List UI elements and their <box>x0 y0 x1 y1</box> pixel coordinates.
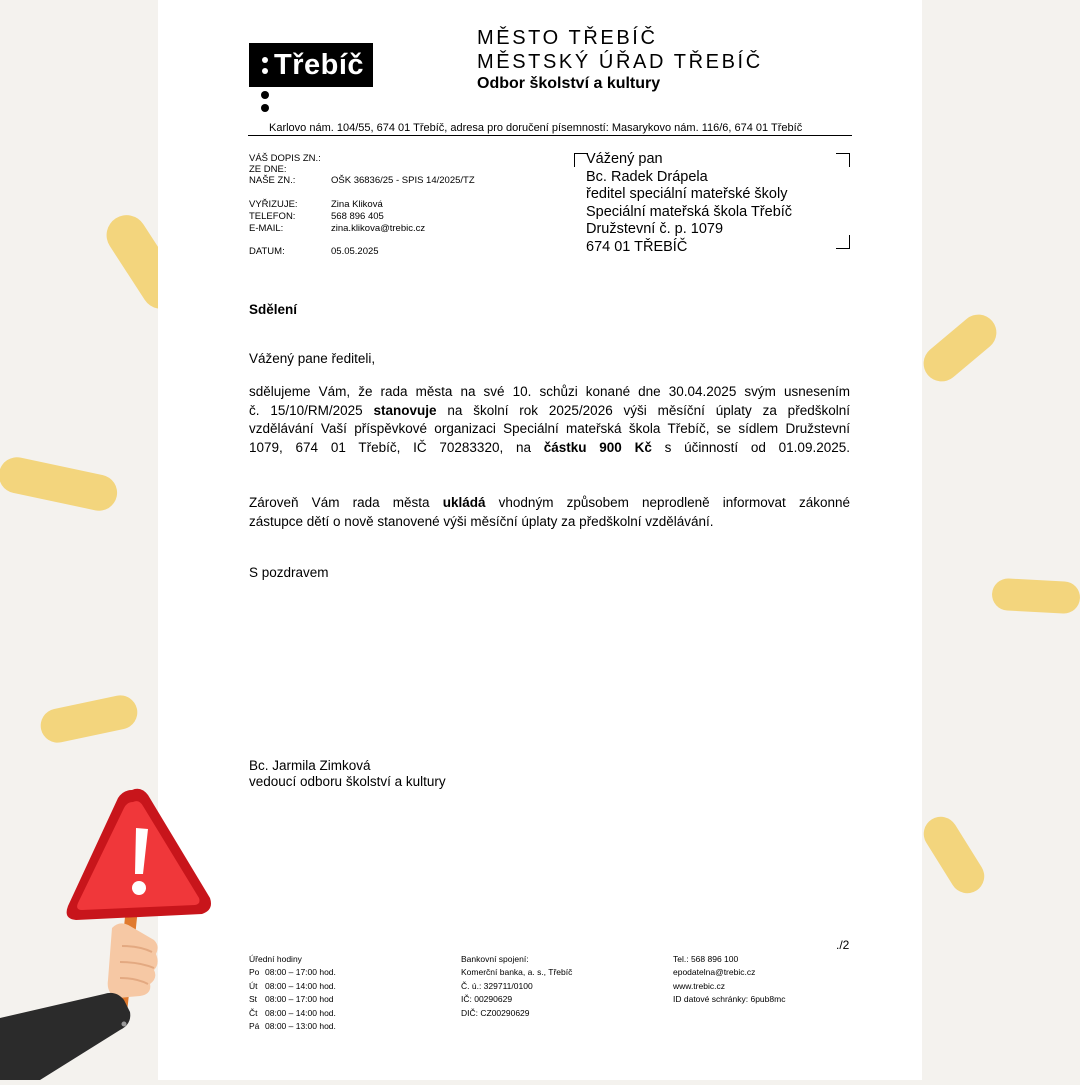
day: Čt <box>249 1007 258 1018</box>
signer-name: Bc. Jarmila Zimková <box>249 758 371 773</box>
bank-title: Bankovní spojení: <box>461 954 529 964</box>
warning-sign-illustration <box>0 780 240 1080</box>
page-marker: ./2 <box>836 938 850 952</box>
header-divider <box>248 135 852 136</box>
contact-line: Tel.: 568 896 100 <box>673 954 739 964</box>
bank-line: Komerční banka, a. s., Třebíč <box>461 967 573 978</box>
bank-details <box>461 953 572 1020</box>
handler-name: Zina Kliková <box>331 199 383 210</box>
hours-row <box>249 1007 336 1020</box>
logo-dot <box>262 57 268 63</box>
meta-label: ZE DNE: <box>249 164 287 175</box>
time: 08:00 – 17:00 hod <box>265 994 334 1005</box>
logo-text: Třebíč <box>274 49 365 81</box>
contact-line: www.trebic.cz <box>673 980 725 991</box>
contact-line: ID datové schránky: 6pub8mc <box>673 994 786 1005</box>
address-corner <box>836 235 850 249</box>
time: 08:00 – 13:00 hod. <box>265 1021 336 1032</box>
office-hours-title: Úřední hodiny <box>249 954 302 964</box>
contact-details <box>673 953 785 1007</box>
bank-line: Č. ú.: 329711/0100 <box>461 980 533 991</box>
text-span: č. 15/10/RM/2025 <box>249 402 374 418</box>
recipient-line: 674 01 TŘEBÍČ <box>586 238 688 255</box>
bank-line: IČ: 00290629 <box>461 994 513 1005</box>
paragraph-line <box>249 494 850 513</box>
handler-email: zina.klikova@trebic.cz <box>331 223 426 234</box>
hours-row <box>249 980 336 993</box>
meta-label: DATUM: <box>249 246 285 257</box>
meta-label: VYŘIZUJE: <box>249 199 298 210</box>
bold-term: částku 900 Kč <box>543 439 652 455</box>
meta-label: TELEFON: <box>249 211 296 222</box>
recipient-line: Bc. Radek Drápela <box>586 168 708 185</box>
recipient-address <box>586 151 792 257</box>
closing: S pozdravem <box>249 565 329 580</box>
decor-stroke <box>916 307 1003 389</box>
day: Út <box>249 980 258 991</box>
text-span: 1079, 674 01 Třebíč, IČ 70283320, na <box>249 439 544 455</box>
text-span: Zároveň Vám rada města <box>249 495 443 510</box>
day: Po <box>249 967 260 978</box>
bold-term: ukládá <box>442 495 486 510</box>
logo-dot <box>262 68 268 74</box>
letter-date: 05.05.2025 <box>331 246 379 257</box>
time: 08:00 – 14:00 hod. <box>265 1007 336 1018</box>
paragraph-line: sdělujeme Vám, že rada města na své 10. schůzi konané dne 30.04.2025 svým usnesením <box>249 384 850 399</box>
department-name: Odbor školství a kultury <box>477 75 661 92</box>
recipient-line: ředitel speciální mateřské školy <box>586 186 788 203</box>
bank-line: DIČ: CZ00290629 <box>461 1007 530 1018</box>
decor-stroke <box>38 692 141 746</box>
paragraph-line: zástupce dětí o nově stanovené výši měsíční úplaty za předškolní vzdělávání. <box>249 513 714 529</box>
recipient-line: Družstevní č. p. 1079 <box>586 221 724 238</box>
bold-term: stanovuje <box>373 402 437 418</box>
paragraph-line: vzdělávání Vaší příspěvkové organizaci Speciální mateřská škola Třebíč, se sídlem Družstevní <box>249 421 850 437</box>
paragraph-2 <box>249 494 850 531</box>
paragraph-line <box>249 402 850 421</box>
handler-phone: 568 896 405 <box>331 211 384 222</box>
warning-sign-icon <box>0 780 240 1080</box>
decor-stroke <box>0 454 120 514</box>
time: 08:00 – 17:00 hod. <box>265 967 336 978</box>
paragraph-line <box>249 439 850 458</box>
letter-page <box>158 0 922 1080</box>
meta-label: NAŠE ZN.: <box>249 175 296 186</box>
hours-row <box>249 993 336 1006</box>
office-name: MĚSTSKÝ ÚŘAD TŘEBÍČ <box>477 51 763 73</box>
meta-label: VÁŠ DOPIS ZN.: <box>249 153 321 164</box>
hours-row <box>249 1020 336 1033</box>
text-span: s účinností od 01.09.2025. <box>651 439 850 455</box>
time: 08:00 – 14:00 hod. <box>265 980 336 991</box>
text-span: na školní rok 2025/2026 výši měsíční úplaty za předškolní <box>436 402 850 418</box>
salutation: Vážený pane řediteli, <box>249 351 376 366</box>
reference-number: OŠK 36836/25 - SPIS 14/2025/TZ <box>331 175 475 186</box>
recipient-line: Vážený pan <box>586 151 663 167</box>
decor-stroke <box>917 810 990 899</box>
decor-stroke <box>991 578 1080 615</box>
office-hours <box>249 953 336 1033</box>
hours-row <box>249 966 336 979</box>
meta-label: E-MAIL: <box>249 223 284 234</box>
letter-subject: Sdělení <box>249 302 298 317</box>
paragraph-1 <box>249 383 850 457</box>
contact-line: epodatelna@trebic.cz <box>673 967 756 978</box>
day: Pá <box>249 1021 260 1032</box>
recipient-line: Speciální mateřská škola Třebíč <box>586 203 793 220</box>
day: St <box>249 994 258 1005</box>
signer-title: vedoucí odboru školství a kultury <box>249 774 446 789</box>
address-corner <box>836 153 850 167</box>
office-address: Karlovo nám. 104/55, 674 01 Třebíč, adresa pro doručení písemností: Masarykovo nám. 116/6, 674 01 Třebíč <box>269 122 803 134</box>
org-name: MĚSTO TŘEBÍČ <box>477 27 658 49</box>
text-span: vhodným způsobem neprodleně informovat zákonné <box>485 495 850 510</box>
